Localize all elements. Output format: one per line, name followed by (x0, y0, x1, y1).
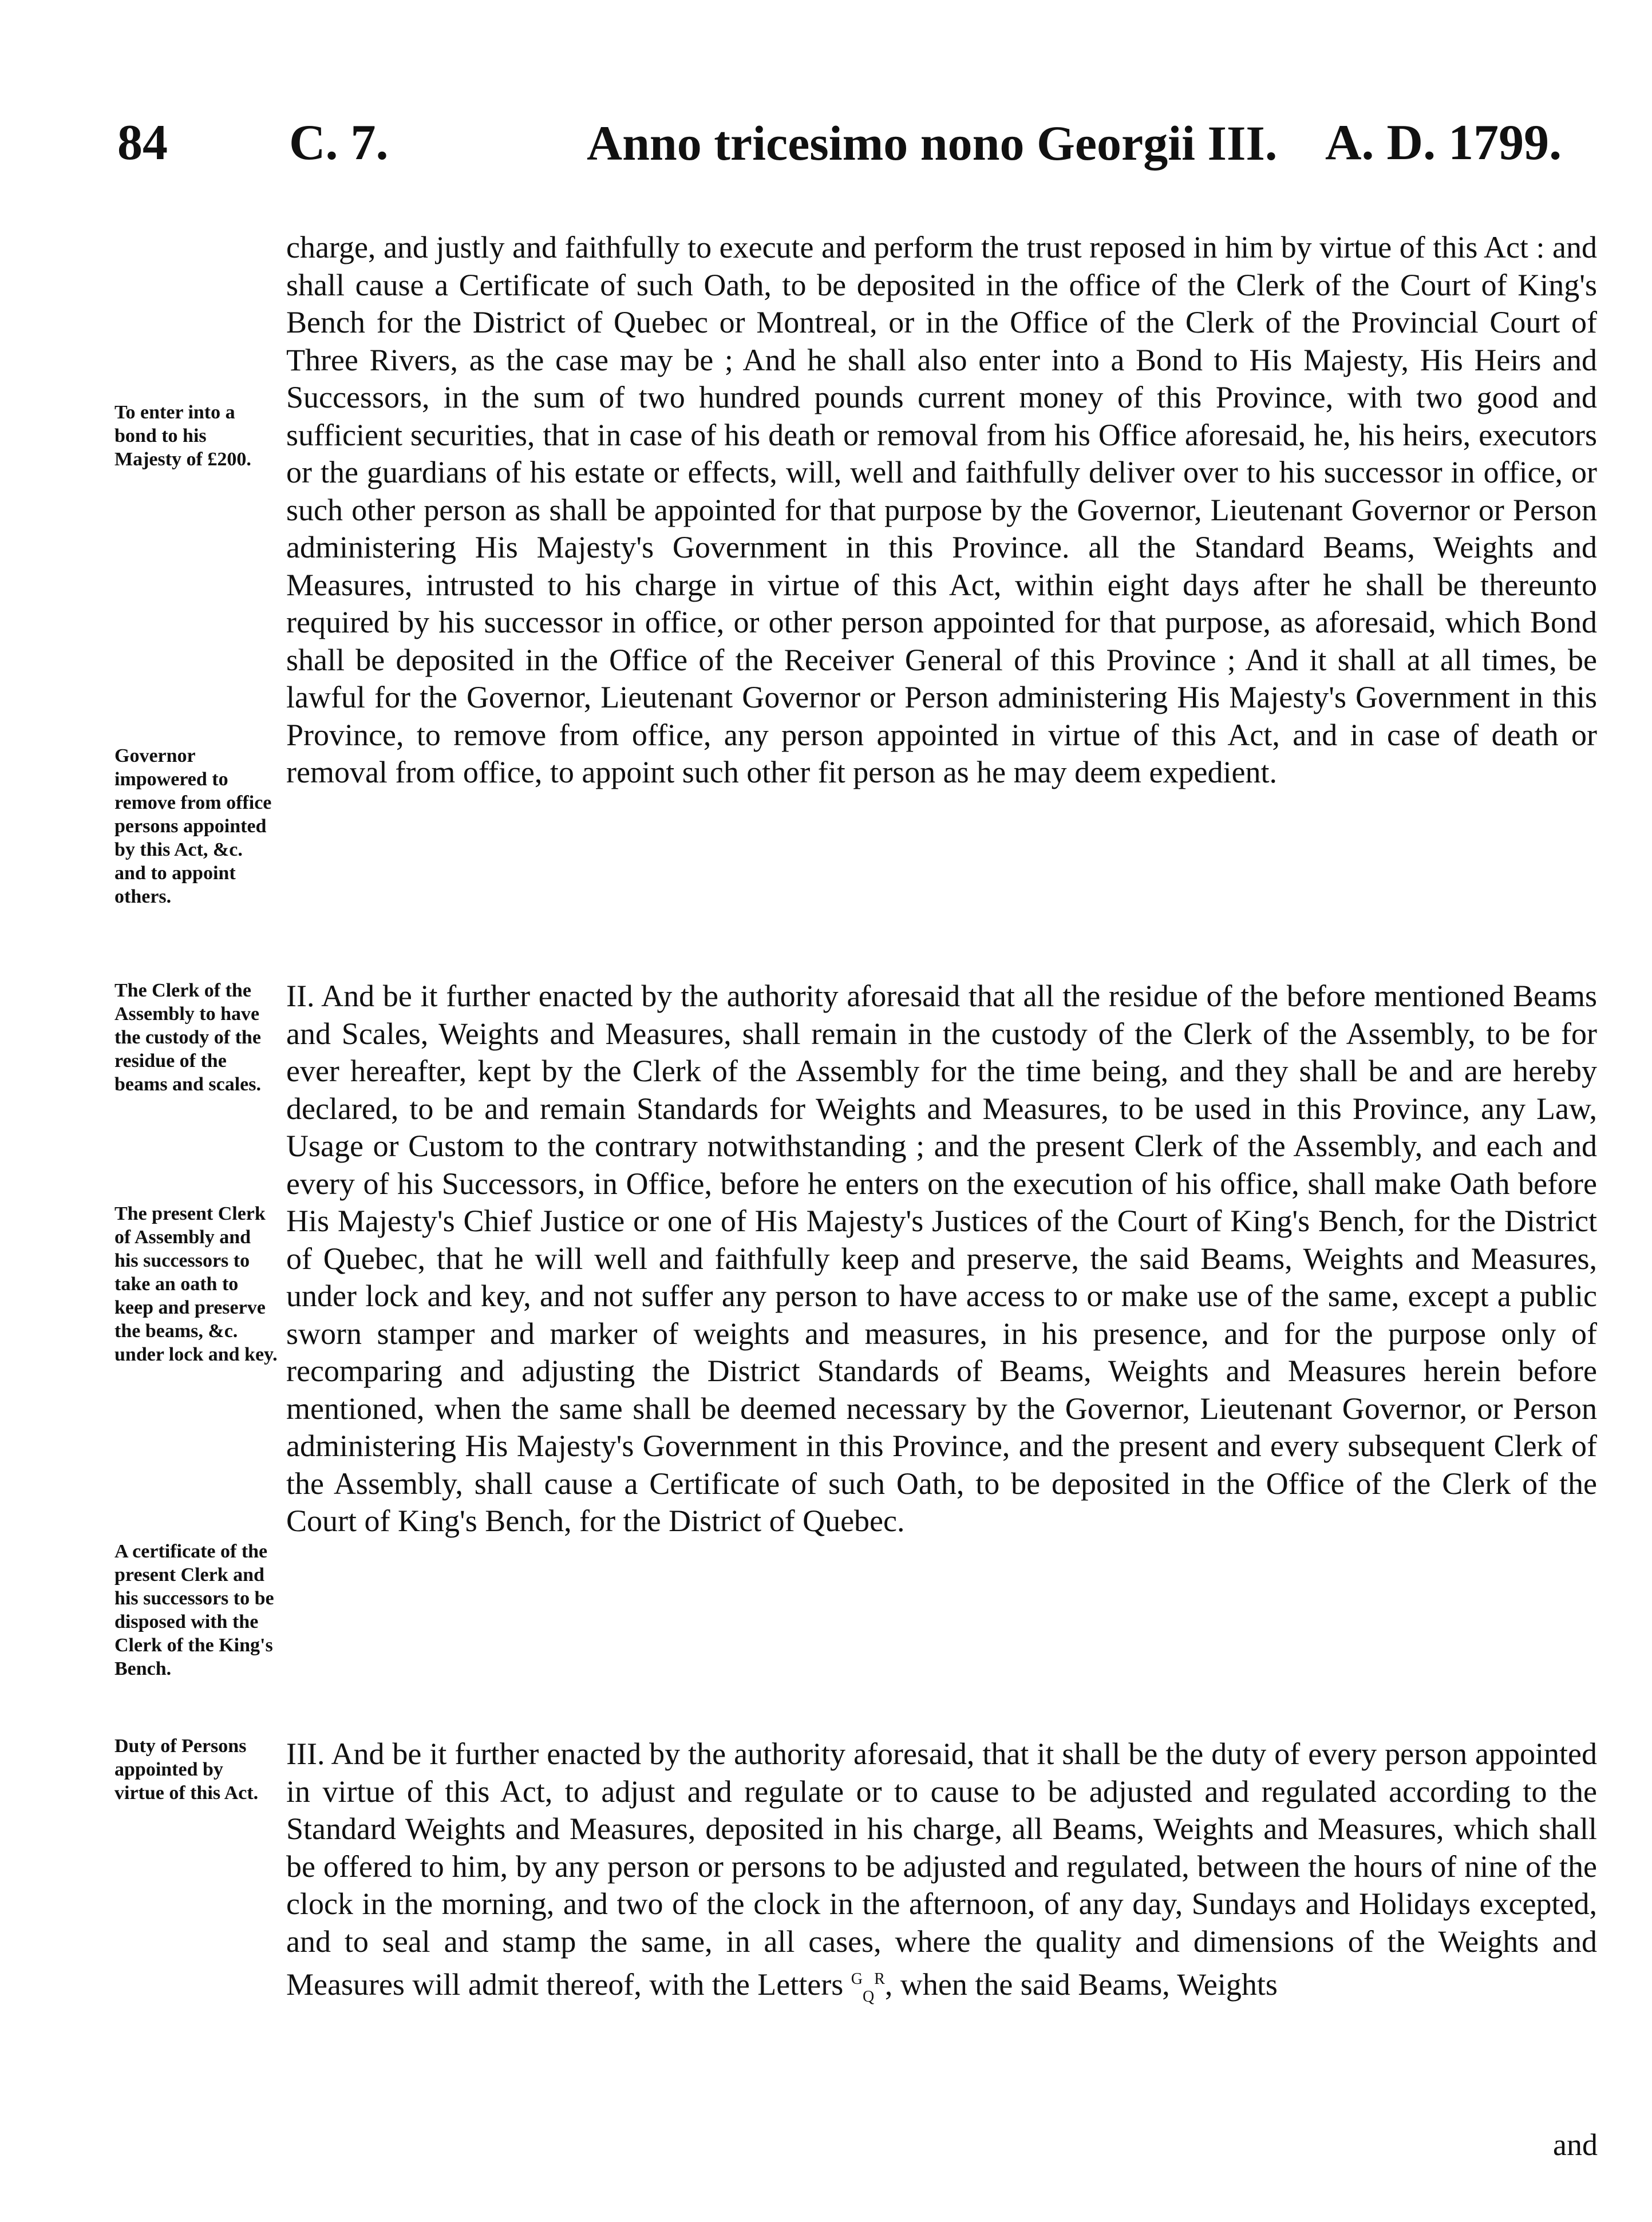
statute-title: Anno tricesimo nono Georgii III. (587, 116, 1278, 171)
margin-note-oath: The present Clerk of Assembly and his successors to take an oath to keep and preserve the beams, &c. under lock and key. (114, 1203, 278, 1365)
paragraph-continuation: charge, and justly and faithfully to execute and perform the trust reposed in him by virtue of this Act : and shall cause a Certificate of such Oath, to be deposited in the office of the Clerk of the Court of King's Bench for the District of Quebec or Montreal, or in the Office of the Clerk of the Provincial Court of Three Rivers, as the case may be ; And he shall also enter into a Bond to His Majesty, His Heirs and Successors, in the sum of two hundred pounds current money of this Province, with two good and sufficient securities, that in case of his death or removal from his Office aforesaid, he, his heirs, executors or the guardians of his estate or effects, will, well and faithfully deliver over to his successor in office, or such other person as shall be appointed for that purpose by the Governor, Lieutenant Governor or Person administering His Majesty's Government in this Province. all the Standard Beams, Weights and Measures, intrusted to his charge in virtue of this Act, within eight days after he shall be thereunto required by his successor in office, or other person appointed for that purpose, as aforesaid, which Bond shall be deposited in the Office of the Receiver General of this Province ; And it shall at all times, be lawful for the Governor, Lieutenant Governor or Person administering His Majesty's Government in this Province, to remove from office, any person appointed in virtue of this Act, and in case of death or removal from office, to appoint such other fit person as he may deem expedient. (286, 230, 1597, 789)
margin-note-governor: Governor impowered to remove from office persons appointed by this Act, &c. and to appoint others. (114, 745, 272, 907)
paragraph-section-ii: II. And be it further enacted by the authority aforesaid that all the residue of the before mentioned Beams and Scales, Weights and Measures, shall remain in the custody of the Clerk of the Assembly, to be for ever hereafter, kept by the Clerk of the Assembly for the time being, and they shall be and are hereby declared, to be and remain Standards for Weights and Measures, to be used in this Province, any Law, Usage or Custom to the contrary notwithstanding ; and the present Clerk of the Assembly, and each and every of his Successors, in Office, before he enters on the execution of his office, shall make Oath before His Majesty's Chief Justice or one of His Majesty's Justices of the Court of King's Bench, for the District of Quebec, that he will well and faithfully keep and preserve, the said Beams, Weights and Measures, under lock and key, and not suffer any person to have access to or make use of the same, except a public sworn stamper and marker of weights and measures, in his presence, and for the purpose only of recomparing and adjusting the District Standards of Beams, Weights and Measures herein before mentioned, when the same shall be deemed necessary by the Governor, Lieutenant Governor, or Person administering His Majesty's Government in this Province, and the present and every subsequent Clerk of the Assembly, shall cause a Certificate of such Oath, to be deposited in the Office of the Clerk of the Court of King's Bench, for the District of Quebec. (286, 979, 1597, 1538)
year-label: A. D. 1799. (1325, 115, 1562, 171)
section-iii-tail: , when the said Beams, Weights (884, 1967, 1278, 2002)
letter-r: R (874, 1970, 885, 1988)
margin-note-certificate: A certificate of the present Clerk and his successors to be disposed with the Clerk of the King's Bench. (114, 1541, 274, 1679)
catchword: and (1553, 2128, 1598, 2162)
letter-q: Q (862, 1987, 875, 2006)
paragraph-section-iii (286, 1735, 1597, 2015)
margin-note-duty: Duty of Persons appointed by virtue of this Act. (114, 1735, 259, 1804)
section-iii-text: III. And be it further enacted by the authority aforesaid, that it shall be the duty of every person appointed in virtue of this Act, to adjust and regulate or to cause to be adjusted and regulated according to the Standard Weights and Measures, deposited in his charge, all Beams, Weights and Measures, which shall be offered to him, by any person or persons to be adjusted and regulated, between the hours of nine of the clock in the morning, and two of the clock in the afternoon, of any day, Sundays and Holidays excepted, and to seal and stamp the same, in all cases, where the quality and dimensions of the Weights and Measures will admit thereof, with the Letters (286, 1737, 1597, 2002)
margin-note-clerk-custody: The Clerk of the Assembly to have the custody of the residue of the beams and scales. (114, 980, 261, 1095)
page-number: 84 (117, 115, 168, 171)
margin-note-bond: To enter into a bond to his Majesty of £200. (114, 402, 251, 470)
chapter-number: C. 7. (289, 115, 389, 171)
letter-g: G (851, 1970, 863, 1988)
running-header (117, 112, 1634, 175)
